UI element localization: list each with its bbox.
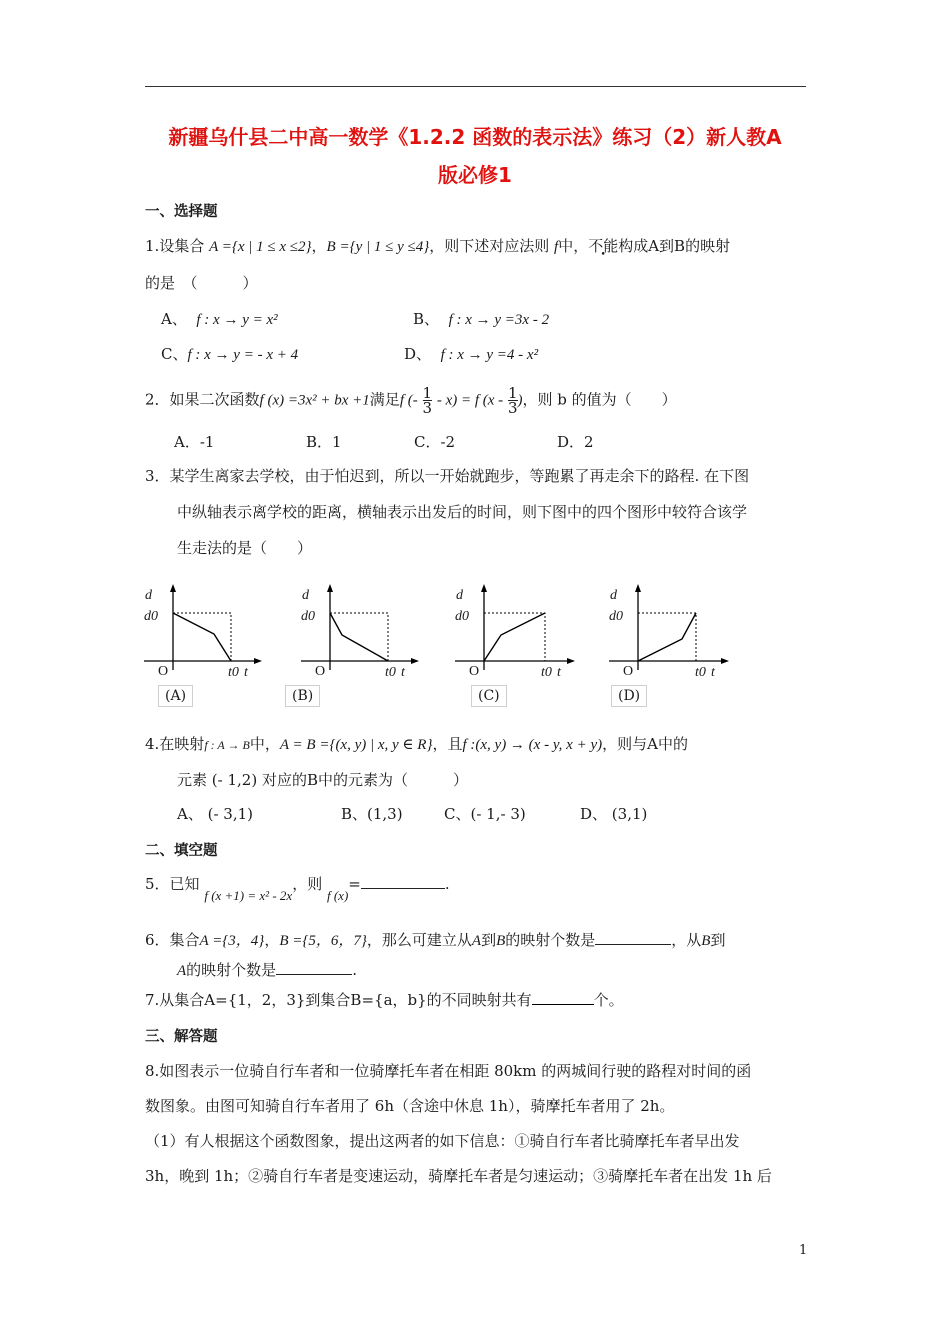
q4-option-a: A、 (- 3,1) bbox=[177, 805, 253, 823]
graph-b-t-label: t bbox=[401, 665, 405, 680]
graph-b-curve bbox=[330, 613, 388, 661]
q8-line-2: 数图象。由图可知骑自行车者用了 6h（含途中休息 1h），骑摩托车者用了 2h。 bbox=[145, 1097, 675, 1115]
q5-eq: = bbox=[348, 875, 361, 893]
graph-d-origin: O bbox=[623, 664, 634, 679]
q1-mid2: 中， bbox=[558, 237, 589, 255]
graph-c-t-label: t bbox=[557, 665, 561, 680]
q6-mid: ，那么可建立从 bbox=[366, 931, 472, 949]
graph-a-caption: (A) bbox=[158, 685, 193, 707]
graph-c-d0-label: d0 bbox=[455, 609, 469, 624]
graph-b-x-arrow bbox=[411, 658, 419, 664]
q1-pre: 1.设集合 bbox=[145, 237, 205, 255]
graph-a-t-label: t bbox=[244, 665, 248, 680]
graph-c-origin: O bbox=[469, 664, 480, 679]
q3-line-3: 生走法的是（ ） bbox=[177, 539, 313, 557]
graph-a-t0-label: t0 bbox=[228, 665, 239, 680]
q1-line-1 bbox=[145, 236, 730, 257]
graph-d-t0-label: t0 bbox=[695, 665, 706, 680]
q6-line2-post: 的映射个数是 bbox=[186, 961, 277, 979]
graph-a-guide bbox=[173, 613, 231, 661]
q4-line-1 bbox=[145, 734, 688, 755]
q1-line-2: 的是 （ ） bbox=[145, 274, 258, 292]
q8-line-1: 8.如图表示一位骑自行车者和一位骑摩托车者在相距 80km 的两城间行驶的路程对时间的函 bbox=[145, 1062, 752, 1080]
q6-answer-blank-2[interactable] bbox=[276, 960, 352, 975]
q6-line-1 bbox=[145, 930, 725, 951]
q6-post: 的映射个数是 bbox=[505, 931, 596, 949]
q6-b2: B bbox=[701, 933, 711, 949]
q2-cond-mid: - x) = f (x - bbox=[436, 392, 504, 409]
q5-answer-blank[interactable] bbox=[361, 874, 445, 889]
q2-option-b: B．1 bbox=[306, 433, 342, 451]
q7-line bbox=[145, 990, 624, 1010]
graph-d-x-arrow bbox=[721, 658, 729, 664]
q2-cond-left: f (- bbox=[399, 392, 418, 409]
q8-line-4: 3h，晚到 1h；②骑自行车者是变速运动，骑摩托车者是匀速运动；③骑摩托车者在出发 1h 后 bbox=[145, 1167, 772, 1185]
q4-post: ，则与A中的 bbox=[602, 735, 688, 753]
graph-b bbox=[292, 582, 427, 710]
graph-a-curve bbox=[173, 613, 231, 661]
q5-fx: f (x) bbox=[326, 888, 349, 903]
q1-option-b-text: f : x → y =3x - 2 bbox=[448, 312, 550, 328]
q6-a2: A bbox=[177, 963, 187, 979]
q1-option-a-label: A、 bbox=[161, 310, 187, 328]
q4-element: (- 1,2) bbox=[211, 771, 258, 789]
q5-expr: f (x +1) = x² - 2x bbox=[204, 888, 293, 903]
q3-line-1: 3．某学生离家去学校，由于怕迟到，所以一开始就跑步，等跑累了再走余下的路程. 在下图 bbox=[145, 467, 750, 485]
q6-pre: 6．集合 bbox=[145, 931, 200, 949]
q4-option-c: C、(- 1,- 3) bbox=[444, 805, 526, 823]
graph-c-y-arrow bbox=[481, 584, 487, 592]
q6-comma: ， bbox=[264, 931, 280, 949]
section-solve: 三、解答题 bbox=[145, 1029, 218, 1045]
graph-a-y-arrow bbox=[170, 584, 176, 592]
q6-a1: A bbox=[471, 933, 482, 949]
graph-a-origin: O bbox=[158, 664, 169, 679]
q2-frac-den-2: 3 bbox=[507, 399, 518, 417]
q1-comma: ， bbox=[311, 237, 327, 255]
q8-line-3: （1）有人根据这个函数图象，提出这两者的如下信息：①骑自行车者比骑摩托车者早出发 bbox=[145, 1132, 740, 1150]
q6-line-2 bbox=[177, 960, 357, 981]
q2-option-c: C．-2 bbox=[414, 433, 456, 451]
section-choice: 一、选择题 bbox=[145, 204, 218, 220]
q4-line-2 bbox=[177, 770, 468, 790]
graph-b-t0-label: t0 bbox=[385, 665, 396, 680]
graph-c-caption: (C) bbox=[471, 685, 507, 707]
graph-a-d-label: d bbox=[145, 588, 152, 603]
graph-b-guide bbox=[330, 613, 388, 661]
graph-d-guide bbox=[638, 613, 696, 661]
q1-option-d-label: D、 bbox=[404, 345, 432, 363]
q1-option-a-text: f : x → y = x² bbox=[196, 312, 278, 328]
q7-answer-blank[interactable] bbox=[532, 990, 594, 1005]
q1-set-a: A ={x | 1 ≤ x ≤2} bbox=[209, 239, 312, 255]
q1-mid: ，则下述对应法则 bbox=[429, 237, 550, 255]
q4-sets: A = B ={(x, y) | x, y ∈ R} bbox=[279, 737, 433, 753]
q1-option-a bbox=[161, 309, 278, 330]
q1-option-c bbox=[161, 344, 298, 365]
q6-end: . bbox=[352, 961, 357, 979]
q6-to2: 到 bbox=[710, 931, 726, 949]
graph-b-y-arrow bbox=[327, 584, 333, 592]
page-number: 1 bbox=[799, 1243, 808, 1258]
q1-emphasis: 不能 bbox=[588, 237, 619, 255]
q1-option-b-label: B、 bbox=[413, 310, 440, 328]
graph-c-x-arrow bbox=[567, 658, 575, 664]
q6-tail: ，从 bbox=[671, 931, 702, 949]
q5-pre: 5．已知 bbox=[145, 875, 200, 893]
graph-c bbox=[453, 582, 583, 710]
q5-mid: ，则 bbox=[292, 875, 323, 893]
q2-fraction-2 bbox=[508, 386, 518, 415]
title-line-2: 版必修1 bbox=[438, 163, 512, 187]
q2-frac-den-1: 3 bbox=[422, 399, 433, 417]
title-line-1: 新疆乌什县二中高一数学《1.2.2 函数的表示法》练习（2）新人教A bbox=[168, 125, 782, 149]
graph-d-curve bbox=[638, 613, 696, 661]
graph-b-d-label: d bbox=[302, 588, 309, 603]
q5-end: . bbox=[444, 875, 450, 893]
graph-b-origin: O bbox=[315, 664, 326, 679]
q6-set-a: A ={3，4} bbox=[199, 933, 265, 949]
graph-c-t0-label: t0 bbox=[541, 665, 552, 680]
q1-option-d bbox=[404, 344, 538, 365]
q2-mid: 满足 bbox=[369, 390, 400, 409]
header-rule bbox=[145, 86, 806, 87]
q2-fraction-1 bbox=[423, 386, 433, 415]
q1-post: 构成A到B的映射 bbox=[618, 237, 731, 255]
graph-a bbox=[140, 582, 270, 710]
q6-set-b: B ={5，6，7} bbox=[279, 933, 367, 949]
q1-option-b bbox=[413, 309, 549, 330]
q7-end: 个。 bbox=[593, 991, 624, 1009]
graph-b-d0-label: d0 bbox=[301, 609, 315, 624]
graph-d-caption: (D) bbox=[611, 685, 647, 707]
q6-to: 到 bbox=[481, 931, 497, 949]
q4-pre: 4.在映射 bbox=[145, 735, 205, 753]
q4-option-b: B、(1,3) bbox=[341, 805, 403, 823]
q4-map: f : A → B bbox=[204, 738, 250, 752]
q1-option-c-text: f : x → y = - x + 4 bbox=[187, 347, 299, 363]
graph-c-curve bbox=[484, 613, 545, 661]
graph-d bbox=[607, 582, 737, 710]
q4-mid: 中， bbox=[249, 735, 280, 753]
q4-option-d: D、 (3,1) bbox=[580, 805, 648, 823]
q1-set-b: B ={y | 1 ≤ y ≤4} bbox=[326, 239, 430, 255]
q7-text: 7.从集合A={1，2，3}到集合B={a，b}的不同映射共有 bbox=[145, 991, 532, 1009]
graph-a-x-arrow bbox=[254, 658, 262, 664]
graph-d-d0-label: d0 bbox=[609, 609, 623, 624]
q2-option-a: A．-1 bbox=[174, 433, 215, 451]
section-fill: 二、填空题 bbox=[145, 843, 218, 859]
q1-option-c-label: C、 bbox=[161, 345, 188, 363]
q1-option-d-text: f : x → y =4 - x² bbox=[440, 347, 539, 363]
q4-rule: f :(x, y) → (x - y, x + y) bbox=[462, 737, 603, 753]
q2-post: ，则 b 的值为（ ） bbox=[522, 390, 677, 409]
q2-func: f (x) =3x² + bx +1 bbox=[259, 392, 370, 409]
q4-line2-post: 对应的B中的元素为（ ） bbox=[261, 771, 469, 789]
q3-line-2: 中纵轴表示离学校的距离，横轴表示出发后的时间，则下图中的四个图形中较符合该学 bbox=[177, 503, 748, 521]
graph-c-d-label: d bbox=[456, 588, 463, 603]
q2-cond-right: ) bbox=[517, 392, 523, 409]
graph-b-caption: (B) bbox=[285, 685, 320, 707]
q2-pre: 2．如果二次函数 bbox=[145, 390, 260, 409]
graph-a-d0-label: d0 bbox=[144, 609, 158, 624]
q4-mid2: ，且 bbox=[432, 735, 463, 753]
q6-answer-blank-1[interactable] bbox=[595, 930, 671, 945]
q2-frac-num-2: 1 bbox=[507, 384, 518, 402]
graph-d-d-label: d bbox=[610, 588, 617, 603]
q6-b1: B bbox=[496, 933, 506, 949]
q2-frac-num-1: 1 bbox=[422, 384, 433, 402]
q2-option-d: D．2 bbox=[557, 433, 594, 451]
graph-c-guide bbox=[484, 613, 545, 661]
q2-line-1 bbox=[145, 386, 677, 415]
q1-f: f bbox=[554, 239, 559, 255]
graph-d-t-label: t bbox=[711, 665, 715, 680]
q4-line2-pre: 元素 bbox=[177, 771, 208, 789]
q5-line bbox=[145, 874, 450, 903]
graph-d-y-arrow bbox=[635, 584, 641, 592]
